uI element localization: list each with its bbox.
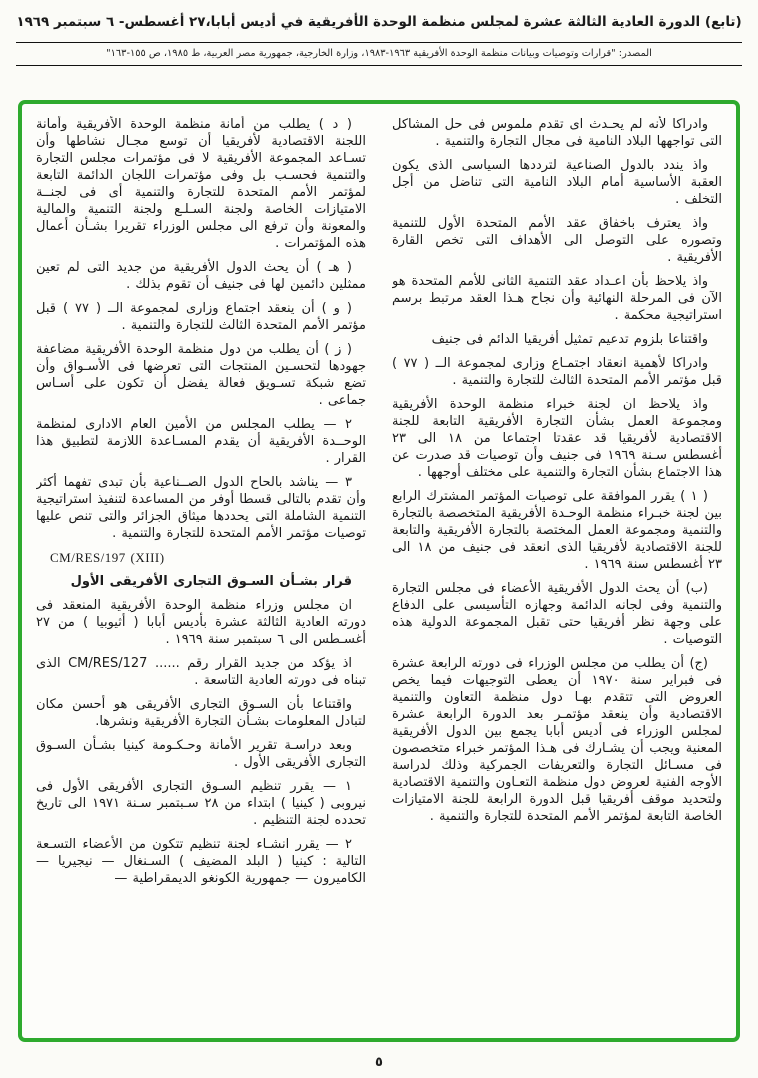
source-line: المصدر: "قرارات وتوصيات وبيانات منظمة الوحدة الأفريقية ١٩٦٣-١٩٨٣، وزارة الخارجية، جمهورية مصر العربية، ط ١٩٨٥، ص ١٥٥-١٦٣"	[106, 47, 652, 59]
paragraph: واذ يلاحظ ان لجنة خبراء منظمة الوحدة الأفريقية ومجموعة العمل بشأن التجارة الأفريقية التابعة للجنة الاقتصادية لأفريقيا قد عقدتا اجتماعا من ١٨ الى ٢٣ أغسطس سـنة ١٩٦٩ فى جنيف وأن توصيات قد صدرت عن هذا الاجتماع بشأن التجارة والتنمية على مختلف أوجهها .	[392, 397, 722, 480]
header-divider-top	[16, 42, 742, 43]
page-number: ٥	[375, 1055, 383, 1070]
left-column-top-paragraphs	[36, 116, 366, 542]
document-title: (تابع) الدورة العادية الثالثة عشرة لمجلس منظمة الوحدة الأفريقية في أديس أبابا،٢٧ أغسطس- ٦ سبتمبر ١٩٦٩	[16, 14, 742, 30]
paragraph: (ب) أن يحث الدول الأفريقية الأعضاء فى مجلس التجارة والتنمية وفى لجانه الدائمة وجهازه التأسيسى على الدفاع على وجهة نظر أفريقيا حتى تقبل المجموعة الدولية هذه التوصيات .	[392, 581, 722, 647]
left-column-bottom-paragraphs	[36, 597, 366, 887]
header-divider-bottom	[16, 65, 742, 66]
two-column-layout	[36, 116, 722, 1026]
paragraph: اذ يؤكد من جديد القرار رقم ...... CM/RES/127 الذى تبناه فى دورته العادية التاسعة .	[36, 656, 366, 688]
paragraph: وبعد دراسـة تقرير الأمانة وحـكـومة كينيا بشـأن السـوق التجارى الأفريقى الأول .	[36, 738, 366, 770]
paragraph: (ج) أن يطلب من مجلس الوزراء فى دورته الرابعة عشرة فى فبراير سنة ١٩٧٠ أن يعطى التوجيهات فيما يخص العروض التى تتقدم بهـا دول منظمة التعاون والتنمية الاقتصادية وأن ينعقد مؤتمـر بعد الدورة الرابعة عشرة لمجلس الوزراء فى أديس أبابا يجمع بين الدول الأفريقية المعنية ويجب أن يشـارك فى هـذا المؤتمر خبراء متخصصون فى مسـائل التجارة والتعريفات الجمركية وذلك لدراسة الأوجه الفنية لعروض دول منظمة التعـاون والتنمية الاقتصادية ولتحديد موقف أفريقيا قبل الدورة الرابعة للجنة الامتيازات الخاصة التابعة لمؤتمر الأمم المتحدة للتجارة والتنمية .	[392, 656, 722, 824]
resolution-code: CM/RES/197 (XIII)	[50, 550, 165, 565]
paragraph: ( ١ ) يقرر الموافقة على توصيات المؤتمر المشترك الرابع بين لجنة خبـراء منظمة الوحـدة الأفريقية المتخصصة بالتجارة والتنمية ومجموعة العمل المختصة بالتجارة الأفريقية والتابعة للجنة الاقتصادية لأفريقيا الذى انعقد فى جنيف من ١٨ الى ٢٣ أغسطس سنة ١٩٦٩ .	[392, 489, 722, 572]
paragraph: ٣ — يناشد بالحاح الدول الصــناعية بأن تبدى تفهما أكثر وأن تقدم بالتالى قسطا أوفر من المساعدة لتنفيذ استراتيجية التنمية الشاملة التى يحددها ميثاق الجزائر والتى تنص عليها توصيات مؤتمر الأمم المتحدة للتجارة والتنمية .	[36, 475, 366, 541]
paragraph: ( و ) أن ينعقد اجتماع وزارى لمجموعة الــ ( ٧٧ ) قبل مؤتمر الأمم المتحدة الثالث للتجارة والتنمية .	[36, 301, 366, 333]
page-header	[0, 0, 758, 66]
paragraph: ( ز ) أن يطلب من دول منظمة الوحدة الأفريقية مضاعفة جهودها لتحسـين المنتجات التى تعرضها فى الأسـواق وأن تضع شبكة تسـويق فعالة يفضل أن تكون على أسـاس جماعى .	[36, 342, 366, 408]
paragraph: ( هـ ) أن يحث الدول الأفريقية من جديد التى لم تعين ممثلين دائمين لها فى جنيف أن تقوم بذلك .	[36, 260, 366, 292]
paragraph: ١ — يقرر تنظيم السـوق التجارى الأفريقى الأول فى نيروبى ( كينيا ) ابتداء من ٢٨ سـبتمبر سـنة ١٩٧١ الى تاريخ تحدده لجنة التنظيم .	[36, 779, 366, 828]
paragraph: وادراكا لأنه لم يحـدث اى تقدم ملموس فى حل المشاكل التى تواجهها البلاد النامية فى مجال التجارة والتنمية .	[392, 117, 722, 149]
paragraph: ( د ) يطلب من أمانة منظمة الوحدة الأفريقية وأمانة اللجنة الاقتصادية لأفريقيا أن توسع مجـال نشاطها وأن تسـاعد المجموعة الأفريقية لا فى مؤتمرات مجلس التجارة والتنمية فحسـب بل وفى مؤتمرات اللجان الدائمة التابعة لمؤتمر الأمم المتحدة للتجارة والتنمية أى فى لجنــة الامتيازات الخاصة ولجنة السـلـع ولجنة التنمية والمالية والمعونة وأن ترفع الى مجلس الوزراء تقريرا بشـأن أعمال هذه المؤتمرات .	[36, 117, 366, 251]
resolution-title: قرار بشـأن السـوق التجارى الأفريقى الأول	[70, 574, 352, 589]
paragraph: وادراكا لأهمية انعقاد اجتمـاع وزارى لمجموعة الــ ( ٧٧ ) قبل مؤتمر الأمم المتحدة الثالث للتجارة والتنمية .	[392, 356, 722, 388]
paragraph: واذ يلاحظ بأن اعـداد عقد التنمية الثانى للأمم المتحدة هو الآن فى المرحلة النهائية وأن نجاح هـذا العقد مرتبط برسم استراتيجية محكمة .	[392, 274, 722, 323]
paragraph: ٢ — يطلب المجلس من الأمين العام الادارى لمنظمة الوحــدة الأفريقية أن يقدم المسـاعدة اللازمة لتطبيق هذا القرار .	[36, 417, 366, 466]
right-column	[392, 116, 722, 1026]
paragraph: واذ يعترف باخفاق عقد الأمم المتحدة الأول للتنمية وتصوره على التوصل الى الأهداف التى تخص القارة الأفريقية .	[392, 216, 722, 265]
left-column	[36, 116, 366, 1026]
paragraph: واقتناعا بأن السـوق التجارى الأفريقى هو أحسن مكان لتبادل المعلومات بشـأن التجارة الأفريقية ونشرها.	[36, 697, 366, 729]
paragraph: ٢ — يقرر انشـاء لجنة تنظيم تتكون من الأعضاء التسـعة التالية : كينيا ( البلد المضيف ) السـنغال — نيجيريا — الكاميرون — جمهورية الكونغو الديمقراطية —	[36, 837, 366, 886]
paragraph: واذ يندد بالدول الصناعية لترددها السياسى الذى يكون العقبة الأساسية أمام البلاد النامية التى تناضل من أجل التخلف .	[392, 158, 722, 207]
paragraph: واقتناعا بلزوم تدعيم تمثيل أفريقيا الدائم فى جنيف	[431, 332, 708, 347]
paragraph: ان مجلس وزراء منظمة الوحدة الأفريقية المنعقد فى دورته العادية الثالثة عشرة بأديس أبابا ( أثيوبيا ) من ٢٧ أغسـطس الى ٦ سبتمبر سنة ١٩٦٩ .	[36, 598, 366, 647]
green-content-frame	[18, 100, 740, 1042]
